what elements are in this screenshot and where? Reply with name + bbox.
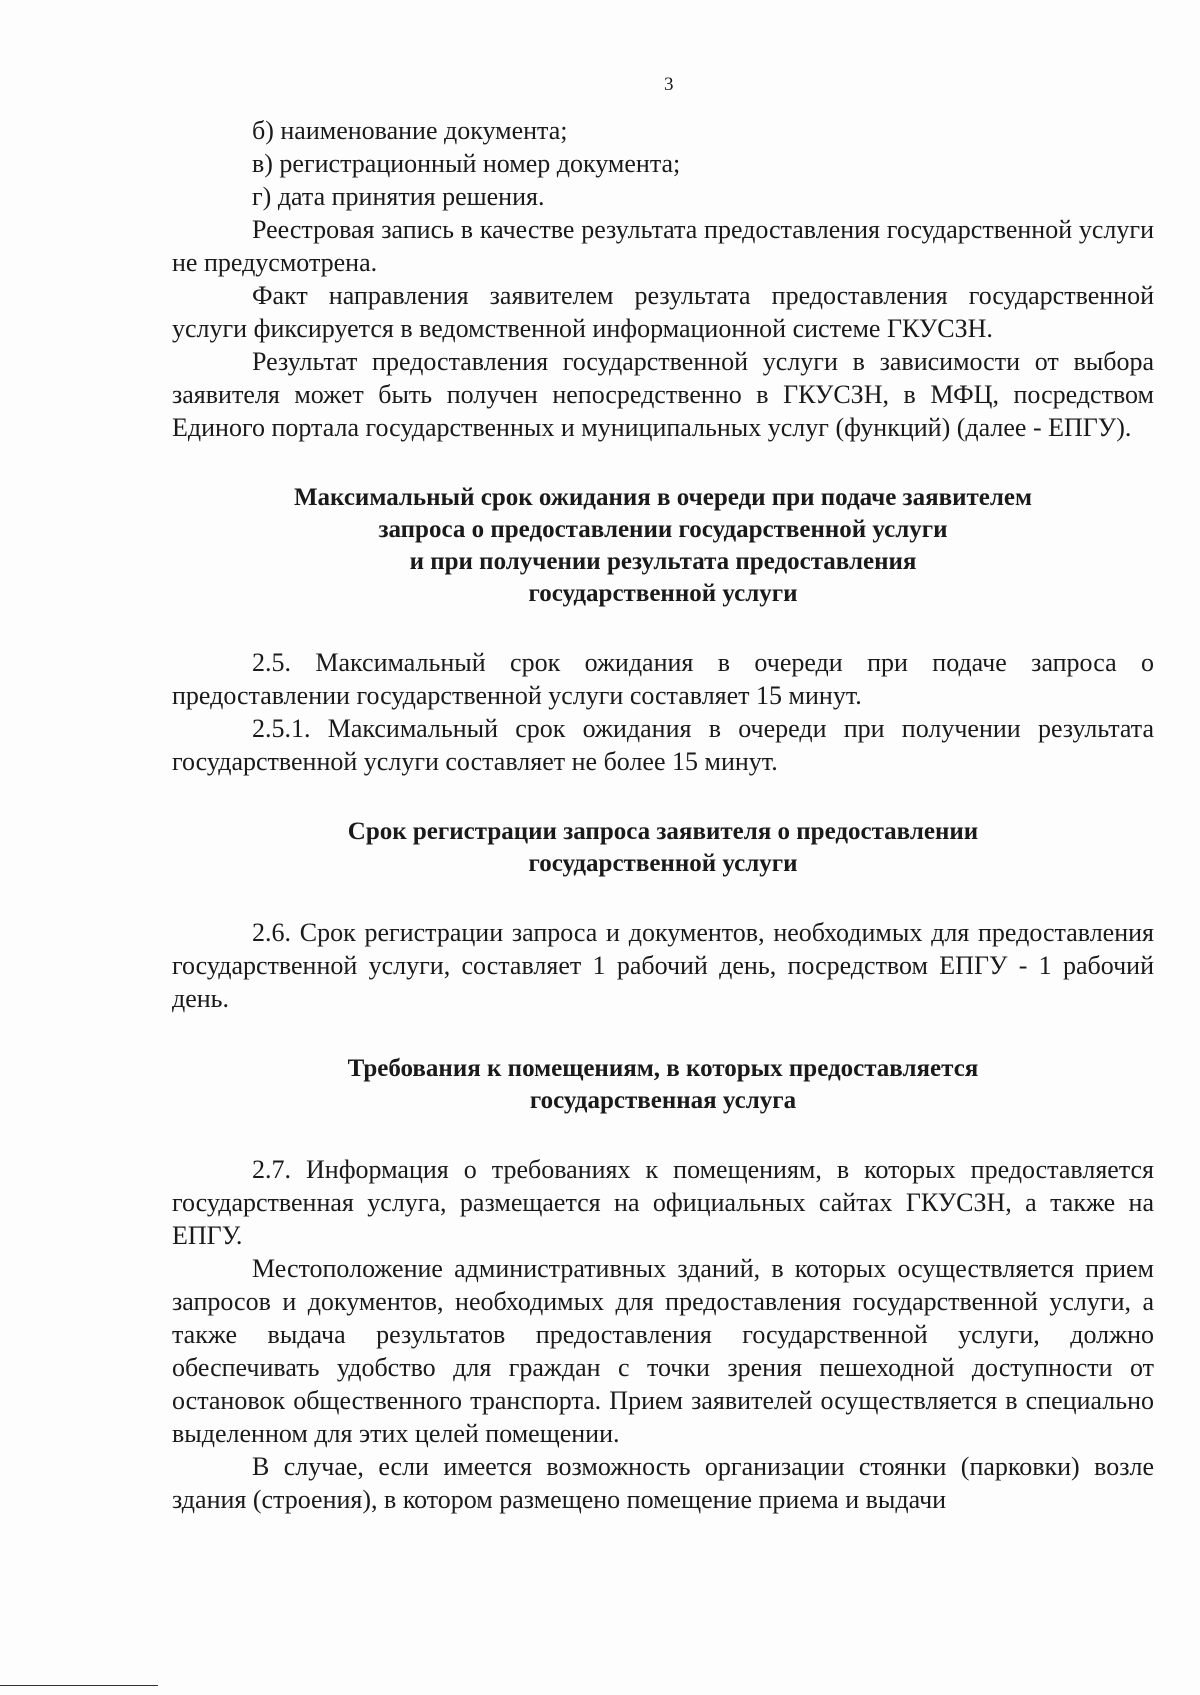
- paragraph: 2.5.1. Максимальный срок ожидания в очереди при получении результата государственной услуги составляет не более 15 минут.: [172, 714, 1154, 776]
- section-heading-premises-requirements: [172, 1053, 1154, 1117]
- list-item: б) наименование документа;: [252, 116, 568, 145]
- heading-line: государственной услуги: [528, 850, 798, 877]
- heading-line: и при получении результата предоставления: [409, 548, 917, 575]
- section-heading-registration-term: [172, 816, 1154, 880]
- document-body: [172, 114, 1154, 1516]
- list-item: г) дата принятия решения.: [252, 182, 545, 211]
- paragraph: Местоположение административных зданий, в которых осуществляется прием запросов и документов, необходимых для предоставления государственной услуги, а также выдача результатов предоставления государственной услуги, должно обеспечивать удобство для граждан с точки зрения пешеходной доступности от остановок общественного транспорта. Прием заявителей осуществляется в специально выделенном для этих целей помещении.: [172, 1254, 1154, 1448]
- paragraph: Результат предоставления государственной услуги в зависимости от выбора заявителя может быть получен непосредственно в ГКУСЗН, в МФЦ, посредством Единого портала государственных и муниципальных услуг (функций) (далее - ЕПГУ).: [172, 347, 1154, 442]
- heading-line: Максимальный срок ожидания в очереди при подаче заявителем: [293, 484, 1033, 511]
- paragraph: 2.7. Информация о требованиях к помещениям, в которых предоставляется государственная услуга, размещается на официальных сайтах ГКУСЗН, а также на ЕПГУ.: [172, 1155, 1154, 1250]
- section-heading-queue-time: [172, 482, 1154, 610]
- heading-line: государственная услуга: [529, 1087, 797, 1114]
- paragraph: 2.5. Максимальный срок ожидания в очереди при подаче запроса о предоставлении государственной услуги составляет 15 минут.: [172, 648, 1154, 710]
- page-number: 3: [664, 74, 674, 95]
- footer-rule: [0, 1685, 158, 1686]
- list-item: в) регистрационный номер документа;: [252, 149, 681, 178]
- paragraph: 2.6. Срок регистрации запроса и документов, необходимых для предоставления государственной услуги, составляет 1 рабочий день, посредством ЕПГУ - 1 рабочий день.: [172, 918, 1154, 1013]
- heading-line: запроса о предоставлении государственной услуги: [378, 516, 948, 543]
- heading-line: Требования к помещениям, в которых предоставляется: [347, 1055, 979, 1082]
- paragraph: Факт направления заявителем результата предоставления государственной услуги фиксируется в ведомственной информационной системе ГКУСЗН.: [172, 281, 1154, 343]
- heading-line: государственной услуги: [528, 580, 798, 607]
- heading-line: Срок регистрации запроса заявителя о предоставлении: [347, 818, 979, 845]
- paragraph: В случае, если имеется возможность организации стоянки (парковки) возле здания (строения), в котором размещено помещение приема и выдачи: [172, 1452, 1154, 1514]
- paragraph: Реестровая запись в качестве результата предоставления государственной услуги не предусмотрена.: [172, 215, 1154, 277]
